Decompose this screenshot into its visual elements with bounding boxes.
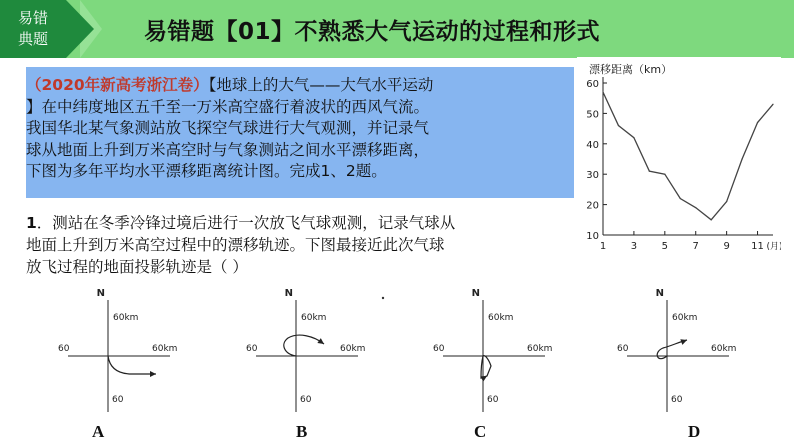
chart-x-tick-label: 3 <box>630 241 638 252</box>
option-c-label[interactable]: C <box>474 422 487 441</box>
passage-line-3: 我国华北某气象测站放飞探空气球进行大气观测，并记录气 <box>26 119 430 137</box>
section-badge <box>0 0 66 58</box>
passage-source: （2020年新高考浙江卷） <box>26 76 209 94</box>
question-line-1: ．测站在冬季冷锋过境后进行一次放飞气球观测，记录气球从 <box>36 214 456 232</box>
north-label: N <box>284 288 293 299</box>
page-title: 易错题【01】不熟悉大气运动的过程和形式 <box>144 19 601 45</box>
north-label: N <box>471 288 480 299</box>
chart-y-tick-label: 60 <box>586 79 599 90</box>
chart-data-point <box>664 174 665 175</box>
chart-svg <box>577 57 781 260</box>
south-distance-label: 60 <box>487 395 499 405</box>
chart-x-tick-label: 9 <box>723 241 730 252</box>
east-distance-label: 60km <box>711 344 737 354</box>
east-distance-label: 60km <box>527 344 553 354</box>
north-distance-label: 60km <box>301 313 327 323</box>
badge-line-1: 易错 <box>17 9 48 27</box>
west-distance-label: 60 <box>433 344 445 354</box>
chart-x-tick-label: 1 <box>599 241 607 252</box>
balloon-track-path <box>108 356 156 374</box>
chart-data-point <box>772 104 773 105</box>
balloon-track-path <box>284 335 324 356</box>
chart-x-tick-label: 5 <box>661 241 669 252</box>
badge-line-2: 典题 <box>17 30 48 48</box>
question-line-3: 放飞过程的地面投影轨迹是（ ） <box>26 258 248 276</box>
chart-data-point <box>602 92 603 93</box>
west-distance-label: 60 <box>58 344 70 354</box>
option-d-diagram <box>617 288 736 412</box>
north-distance-label: 60km <box>113 313 139 323</box>
chart-data-point <box>633 137 634 138</box>
chart-series-line <box>603 92 773 220</box>
track-arrowhead <box>680 337 688 345</box>
chart-y-tick-label: 20 <box>586 200 599 212</box>
option-b-diagram <box>246 288 365 412</box>
badge-arrow <box>66 0 94 58</box>
track-arrowhead <box>150 371 156 377</box>
south-distance-label: 60 <box>112 395 124 405</box>
chart-y-tick-label: 10 <box>586 231 599 242</box>
south-distance-label: 60 <box>300 395 312 405</box>
passage-text <box>26 75 586 183</box>
question-1 <box>26 212 586 278</box>
south-distance-label: 60 <box>671 395 683 405</box>
north-label: N <box>655 288 664 299</box>
west-distance-label: 60 <box>246 344 258 354</box>
north-label: N <box>96 288 105 299</box>
north-distance-label: 60km <box>488 313 514 323</box>
chart-data-point <box>757 122 758 123</box>
question-line-2: 地面上升到万米高空过程中的漂移轨迹。下图最接近此次气球 <box>26 236 445 254</box>
north-distance-label: 60km <box>672 313 698 323</box>
chart-data-point <box>726 201 727 202</box>
west-distance-label: 60 <box>617 344 629 354</box>
east-distance-label: 60km <box>340 344 366 354</box>
chart-data-point <box>711 219 712 220</box>
chart-x-unit: (月) <box>766 242 781 252</box>
chart-data-point <box>618 125 619 126</box>
chart-y-tick-label: 50 <box>586 109 599 121</box>
option-d-label[interactable]: D <box>688 422 701 441</box>
chart-data-point <box>680 198 681 199</box>
question-number: 1 <box>26 214 37 232</box>
passage-line-2: 】在中纬度地区五千至一万米高空盛行着波状的西风气流。 <box>26 97 430 116</box>
option-c-diagram <box>433 288 552 412</box>
chart-ylabel: 漂移距离（km） <box>589 63 673 76</box>
balloon-track-path <box>481 356 491 378</box>
passage-line-5: 下图为多年平均水平漂移距离统计图。完成1、2题。 <box>26 162 387 180</box>
passage-line-4: 球从地面上升到万米高空时与气象测站之间水平漂移距离， <box>26 140 430 159</box>
track-arrowhead <box>317 338 325 346</box>
passage-topic: 【地球上的大气——大气水平运动 <box>208 76 434 94</box>
chart-x-tick-label: 7 <box>692 241 699 252</box>
balloon-track-path <box>657 340 687 359</box>
chart-y-tick-label: 40 <box>586 139 599 151</box>
drift-distance-chart <box>577 57 781 260</box>
option-a-diagram <box>58 288 177 412</box>
east-distance-label: 60km <box>152 344 178 354</box>
option-b-label[interactable]: B <box>296 422 308 441</box>
chart-y-tick-label: 30 <box>586 170 599 182</box>
option-a-label[interactable]: A <box>92 422 105 441</box>
stray-dot <box>382 297 384 299</box>
track-arrowhead <box>480 373 488 381</box>
chart-data-point <box>649 171 650 172</box>
chart-data-point <box>741 158 742 159</box>
chart-x-tick-label: 11 <box>751 241 764 252</box>
chart-data-point <box>695 207 696 208</box>
